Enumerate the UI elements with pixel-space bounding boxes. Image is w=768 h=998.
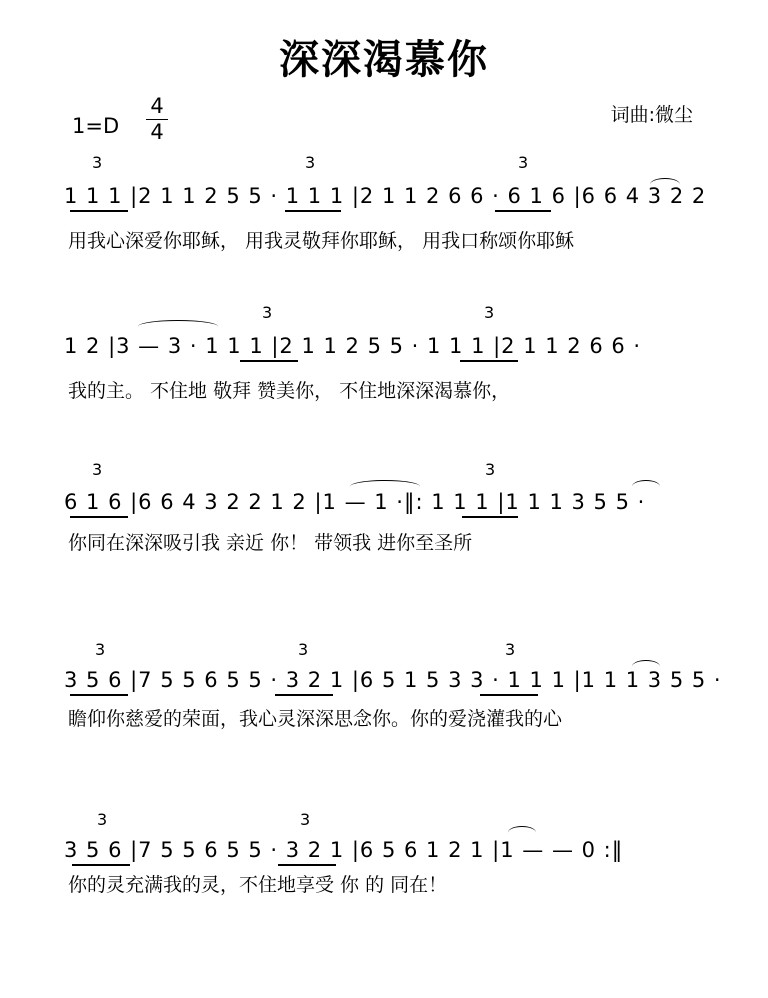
meter-top: 4 [150, 94, 164, 118]
beam-line [460, 360, 518, 362]
beam-line [462, 516, 518, 518]
triplet-mark: 3 [95, 640, 106, 659]
beam-line [275, 694, 333, 696]
triplet-mark: 3 [484, 303, 495, 322]
lyric-line-1: 用我心深爱你耶稣， 用我灵敬拜你耶稣， 用我口称颂你耶稣 [68, 230, 575, 252]
notation-line-4: 3 5 6 |7 5 5 6 5 5 · 3 2 1 |6 5 1 5 3 3 · 1 1 1 |1 1 1 3 5 5 · [64, 668, 722, 692]
composer-credit: 词曲:微尘 [610, 104, 693, 126]
triplet-mark: 3 [485, 460, 496, 479]
lyric-line-2: 我的主。 不住地 敬拜 赞美你， 不住地深深渴慕你， [68, 380, 511, 402]
beam-line [70, 694, 128, 696]
beam-line [278, 864, 336, 866]
song-title: 深深渴慕你 [279, 37, 489, 83]
triplet-mark: 3 [300, 810, 311, 829]
beam-line [480, 694, 538, 696]
beam-line [70, 516, 128, 518]
beam-line [285, 210, 341, 212]
triplet-mark: 3 [505, 640, 516, 659]
triplet-mark: 3 [518, 153, 529, 172]
triplet-mark: 3 [92, 460, 103, 479]
beam-line [240, 360, 298, 362]
notation-line-2: 1 2 |3 — 3 · 1 1 1 |2 1 1 2 5 5 · 1 1 1 |2 1 1 2 6 6 · [64, 334, 642, 358]
beam-line [72, 864, 130, 866]
notation-line-1: 1 1 1 |2 1 1 2 5 5 · 1 1 1 |2 1 1 2 6 6 · 6 1 6 |6 6 4 3 2 2 [64, 184, 707, 208]
beam-line [495, 210, 551, 212]
triplet-mark: 3 [305, 153, 316, 172]
key-signature: 1=D [72, 114, 120, 138]
triplet-mark: 3 [92, 153, 103, 172]
lyric-line-4: 瞻仰你慈爱的荣面，我心灵深深思念你。你的爱浇灌我的心 [68, 708, 563, 730]
meter-bottom: 4 [150, 120, 164, 144]
lyric-line-3: 你同在深深吸引我 亲近 你！ 带领我 进你至圣所 [68, 532, 473, 554]
triplet-mark: 3 [97, 810, 108, 829]
lyric-line-5: 你的灵充满我的灵，不住地享受 你 的 同在！ [68, 874, 448, 896]
notation-line-3: 6 1 6 |6 6 4 3 2 2 1 2 |1 — 1 ·‖: 1 1 1 |1 1 1 3 5 5 · [64, 490, 646, 514]
tie-arc [650, 178, 680, 191]
notation-line-5: 3 5 6 |7 5 5 6 5 5 · 3 2 1 |6 5 6 1 2 1 |1 — — 0 :‖ [64, 838, 624, 862]
triplet-mark: 3 [262, 303, 273, 322]
time-signature [146, 95, 168, 144]
beam-line [70, 210, 128, 212]
triplet-mark: 3 [298, 640, 309, 659]
